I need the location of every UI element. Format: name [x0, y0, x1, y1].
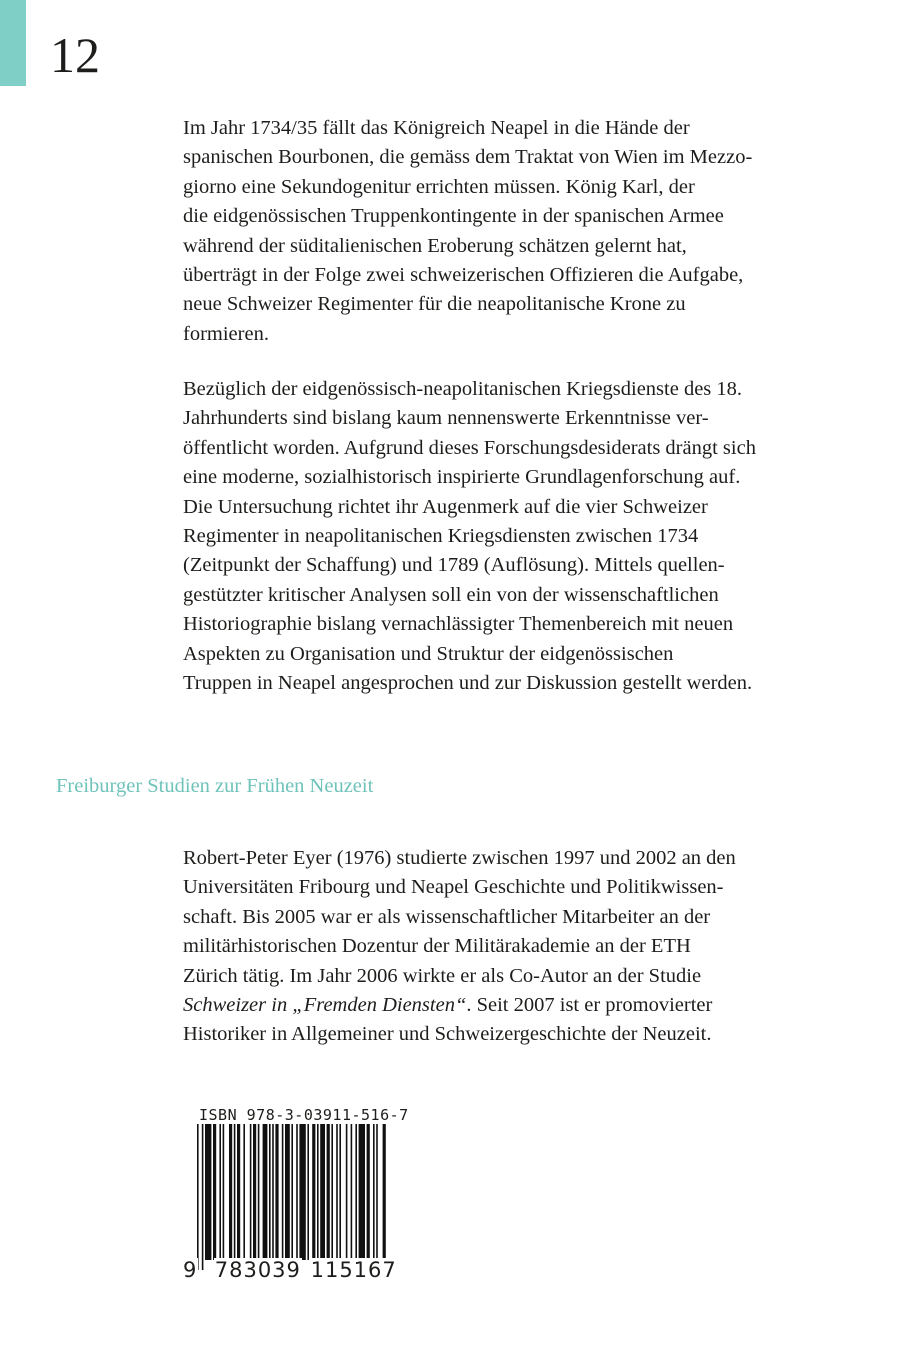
barcode-bar	[243, 1124, 245, 1260]
barcode-bar	[202, 1124, 204, 1270]
text-line: Regimenter in neapolitanischen Kriegsdiensten zwischen 1734	[183, 524, 699, 547]
barcode-bar	[299, 1124, 305, 1260]
barcode-bar	[253, 1124, 256, 1260]
barcode-bar	[383, 1124, 386, 1270]
barcode-bar	[250, 1124, 252, 1260]
barcode-bar	[282, 1124, 284, 1260]
text-line: eine moderne, sozialhistorisch inspirierte Grundlagenforschung auf.	[183, 466, 741, 489]
text-line: Im Jahr 1734/35 fällt das Königreich Neapel in die Hände der	[183, 117, 690, 139]
text-line: die eidgenössischen Truppenkontingente in der spanischen Armee	[183, 205, 724, 228]
barcode-bar	[223, 1124, 225, 1260]
bio-text: . Seit 2007 ist er promovierter	[466, 993, 713, 1016]
text-line: neue Schweizer Regimenter für die neapolitanische Krone zu	[183, 293, 686, 316]
text-line: Die Untersuchung richtet ihr Augenmerk auf die vier Schweizer	[183, 495, 708, 518]
barcode-bar	[317, 1124, 319, 1260]
barcode-bar	[291, 1124, 293, 1270]
text-line: Jahrhunderts sind bislang kaum nennenswerte Erkenntnisse ver-	[183, 407, 709, 430]
barcode-bar	[258, 1124, 260, 1260]
text-line: Bezüglich der eidgenössisch-neapolitanischen Kriegsdienste des 18.	[183, 378, 743, 400]
bio-line	[183, 991, 736, 1020]
barcode-bar	[205, 1124, 211, 1260]
text-line: formieren.	[183, 322, 269, 345]
barcode-bar	[229, 1124, 232, 1260]
barcode-bar	[234, 1124, 236, 1260]
text-line: während der süditalienischen Eroberung schätzen gelernt hat,	[183, 234, 687, 257]
page-color-tab	[0, 0, 26, 86]
barcode-bar	[336, 1124, 338, 1260]
barcode-bar	[359, 1124, 365, 1260]
text-line: giorno eine Sekundogenitur errichten müssen. König Karl, der	[183, 175, 695, 198]
series-title: Freiburger Studien zur Frühen Neuzeit	[56, 775, 374, 797]
text-line: (Zeitpunkt der Schaffung) und 1789 (Auflösung). Mittels quellen-	[183, 554, 725, 577]
barcode-bar	[285, 1124, 290, 1260]
bio-line: militärhistorischen Dozentur der Militärakademie an der ETH	[183, 935, 691, 958]
text-line: gestützter kritischer Analysen soll ein von der wissenschaftlichen	[183, 583, 719, 606]
barcode-bar	[213, 1124, 216, 1260]
bio-line: Historiker in Allgemeiner und Schweizergeschichte der Neuzeit.	[183, 1023, 712, 1046]
barcode-bar	[269, 1124, 271, 1260]
barcode-bar	[197, 1124, 199, 1270]
bio-line: Robert-Peter Eyer (1976) studierte zwischen 1997 und 2002 an den	[183, 847, 736, 869]
barcode-bar	[327, 1124, 330, 1260]
barcode-bar	[312, 1124, 315, 1260]
isbn-label: ISBN 978-3-03911-516-7	[199, 1106, 409, 1124]
barcode-bar	[320, 1124, 325, 1260]
barcode-bar	[296, 1124, 298, 1260]
text-line: überträgt in der Folge zwei schweizerischen Offizieren die Aufgabe,	[183, 263, 744, 286]
barcode-bar	[376, 1124, 378, 1260]
barcode-bar	[272, 1124, 274, 1260]
barcode-bar	[339, 1124, 341, 1260]
barcode-digits-left: 783039	[214, 1258, 301, 1282]
barcode-bar	[373, 1124, 375, 1260]
barcode-digit-first: 9	[183, 1258, 198, 1282]
barcode-bar	[331, 1124, 333, 1260]
barcode-bar	[237, 1124, 240, 1260]
barcode-bar	[263, 1124, 268, 1260]
text-line: öffentlicht worden. Aufgrund dieses Forschungsdesiderats drängt sich	[183, 436, 756, 459]
barcode-digits-right: 115167	[310, 1258, 397, 1282]
barcode-bar	[307, 1124, 309, 1260]
text-line: Historiographie bislang vernachlässigter Themenbereich mit neuen	[183, 613, 734, 636]
barcode-bar	[351, 1124, 353, 1260]
page-number: 12	[50, 27, 100, 83]
barcode-bar	[355, 1124, 357, 1260]
bio-line: Universitäten Fribourg und Neapel Geschichte und Politikwissen-	[183, 876, 724, 899]
barcode-bar	[346, 1124, 348, 1260]
description-paragraph-2	[183, 375, 756, 698]
text-line: Aspekten zu Organisation und Struktur der eidgenössischen	[183, 642, 674, 665]
barcode-bar	[219, 1124, 221, 1260]
book-title-italic: Schweizer in „Fremden Diensten“	[183, 993, 467, 1016]
bio-line: Zürich tätig. Im Jahr 2006 wirkte er als Co-Autor an der Studie	[183, 964, 702, 987]
text-line: Truppen in Neapel angesprochen und zur Diskussion gestellt werden.	[183, 671, 753, 694]
barcode	[196, 1124, 388, 1270]
barcode-digits	[182, 1258, 398, 1282]
barcode-bar	[275, 1124, 278, 1260]
author-bio	[183, 844, 736, 1050]
barcode-bar	[367, 1124, 370, 1260]
bio-line: schaft. Bis 2005 war er als wissenschaftlicher Mitarbeiter an der	[183, 905, 711, 928]
text-line: spanischen Bourbonen, die gemäss dem Traktat von Wien im Mezzo-	[183, 146, 753, 169]
description-paragraph-1	[183, 114, 752, 349]
